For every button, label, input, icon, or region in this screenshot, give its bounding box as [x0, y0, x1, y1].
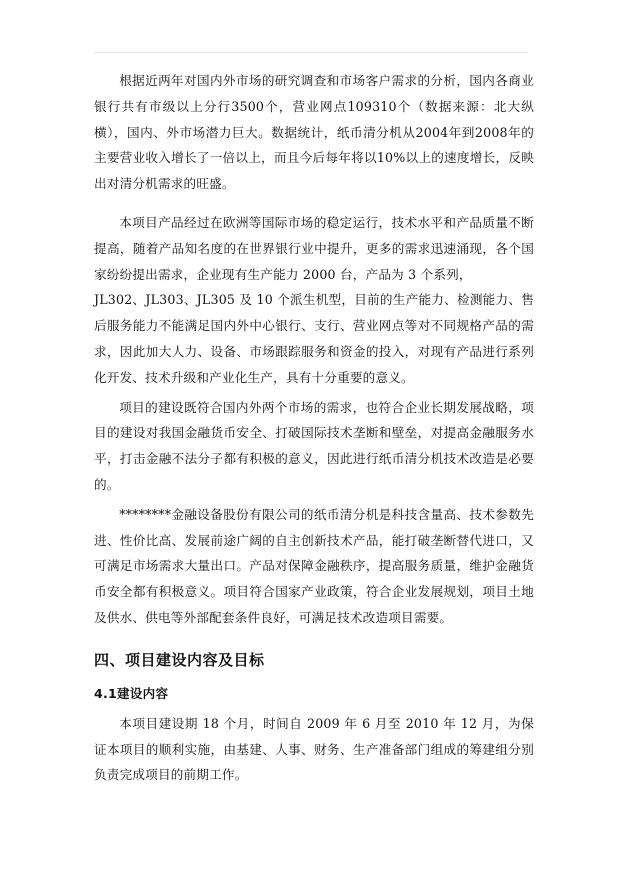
section-heading: 四、项目建设内容及目标 [94, 650, 265, 669]
paragraph-company-product: ********金融设备股份有限公司的纸币清分机是科技含量高、技术参数先进、性价比高、发展前途广阔的自主创新技术产品，能打破垄断替代进口，又可满足市场需求大量出口。产品对保障金融秩序，提高服务质量，维护金融货币安全都有积极意义。项目符合国家产业政策，符合企业发展规划，项目土地及供水、供电等外部配套条件良好，可满足技术改造项目需要。 [94, 506, 534, 625]
paragraph-product-status: 本项目产品经过在欧洲等国际市场的稳定运行，技术水平和产品质量不断提高，随着产品知名度的在世界银行业中提升，更多的需求迅速涌现，各个国家纷纷提出需求，企业现有生产能力 2000 台，产品为 3 个系列， [94, 214, 534, 282]
paragraph-construction-content: 本项目建设期 18 个月，时间自 2009 年 6 月至 2010 年 12 月，为保证本项目的顺利实施，由基建、人事、财务、生产准备部门组成的筹建组分别负责完成项目的前期工作。 [94, 715, 534, 783]
header-rule [94, 52, 528, 53]
document-body [94, 68, 534, 788]
paragraph-product-models: JL302、JL303、JL305 及 10 个派生机型，目前的生产能力、检测能力、售后服务能力不能满足国内外中心银行、支行、营业网点等对不同规格产品的需求，因此加大人力、设备、市场跟踪服务和资金的投入，对现有产品进行系列化开发、技术升级和产业化生产，具有十分重要的意义。 [94, 292, 534, 385]
paragraph-market-analysis: 根据近两年对国内外市场的研究调查和市场客户需求的分析，国内各商业银行共有市级以上分行3500个，营业网点109310个（数据来源：北大纵横），国内、外市场潜力巨大。数据统计，纸币清分机从2004年到2008年的主要营业收入增长了一倍以上，而且今后每年将以10%以上的速度增长，反映出对清分机需求的旺盛。 [94, 73, 534, 192]
paragraph-project-necessity: 项目的建设既符合国内外两个市场的需求，也符合企业长期发展战略，项目的建设对我国金融货币安全、打破国际技术垄断和壁垒，对提高金融服务水平，打击金融不法分子都有积极的意义，因此进行纸币清分机技术改造是必要的。 [94, 399, 534, 492]
subsection-heading: 4.1建设内容 [94, 685, 169, 701]
